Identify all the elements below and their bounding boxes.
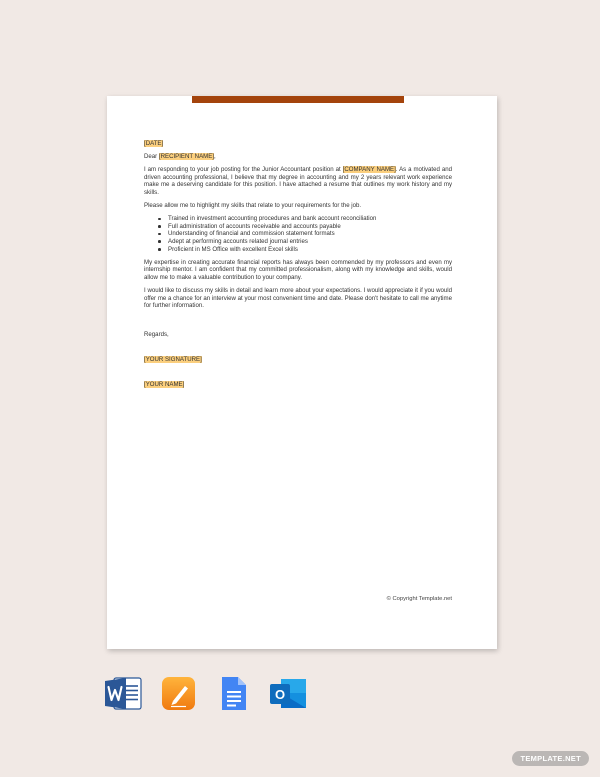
letter-body bbox=[144, 140, 452, 394]
skills-list bbox=[156, 215, 452, 253]
paragraph-highlight: Please allow me to highlight my skills that relate to your requirements for the job. bbox=[144, 202, 362, 210]
google-docs-icon[interactable] bbox=[215, 677, 252, 710]
name-line bbox=[144, 381, 452, 389]
salutation: Dear [RECIPIENT NAME], bbox=[144, 153, 216, 161]
app-icons bbox=[105, 677, 307, 710]
recipient-placeholder: [RECIPIENT NAME] bbox=[158, 153, 214, 161]
accent-bar bbox=[192, 96, 404, 103]
outlook-letter: O bbox=[274, 687, 286, 702]
template-net-badge: TEMPLATE.NET bbox=[512, 751, 589, 766]
list-item: Understanding of financial and commission statement formats bbox=[156, 230, 452, 238]
list-item: Trained in investment accounting procedures and bank account reconciliation bbox=[156, 215, 452, 223]
letter-page bbox=[107, 96, 497, 649]
list-item: Full administration of accounts receivable and accounts payable bbox=[156, 223, 452, 231]
outlook-icon[interactable] bbox=[270, 677, 307, 710]
name-placeholder: [YOUR NAME] bbox=[144, 381, 185, 389]
list-item: Proficient in MS Office with excellent Excel skills bbox=[156, 246, 452, 254]
closing: Regards, bbox=[144, 331, 169, 339]
date-placeholder: [DATE] bbox=[144, 140, 164, 147]
list-item: Adept at performing accounts related journal entries bbox=[156, 238, 452, 246]
company-placeholder: [COMPANY NAME] bbox=[342, 166, 396, 174]
paragraph-closing: I would like to discuss my skills in detail and learn more about your expectations. I would appreciate it if you would offer me a chance for an interview at your most convenient time and date. Please don't hesitate to call me anytime for further information. bbox=[144, 286, 452, 310]
pages-icon[interactable] bbox=[160, 677, 197, 710]
paragraph-intro: I am responding to your job posting for the Junior Accountant position at [COMPANY NAME]. As a motivated and driven accounting professional, I believe that my degree in accounting and my 2 years relevant work experience make me a deserving candidate for this position. I have attached a resume that outlines my work history and my skills. bbox=[144, 166, 453, 196]
paragraph-expertise: My expertise in creating accurate financial reports has always been commended by my professors and even my internship mentor. I am confident that my committed professionalism, along with my knowledge and skills, would allow me to make a valuable contribution to your company. bbox=[144, 258, 452, 281]
signature-line bbox=[144, 356, 452, 364]
date-line bbox=[144, 140, 452, 148]
word-icon[interactable] bbox=[105, 677, 142, 710]
signature-placeholder: [YOUR SIGNATURE] bbox=[144, 356, 202, 364]
copyright-text: © Copyright Template.net bbox=[386, 596, 452, 602]
